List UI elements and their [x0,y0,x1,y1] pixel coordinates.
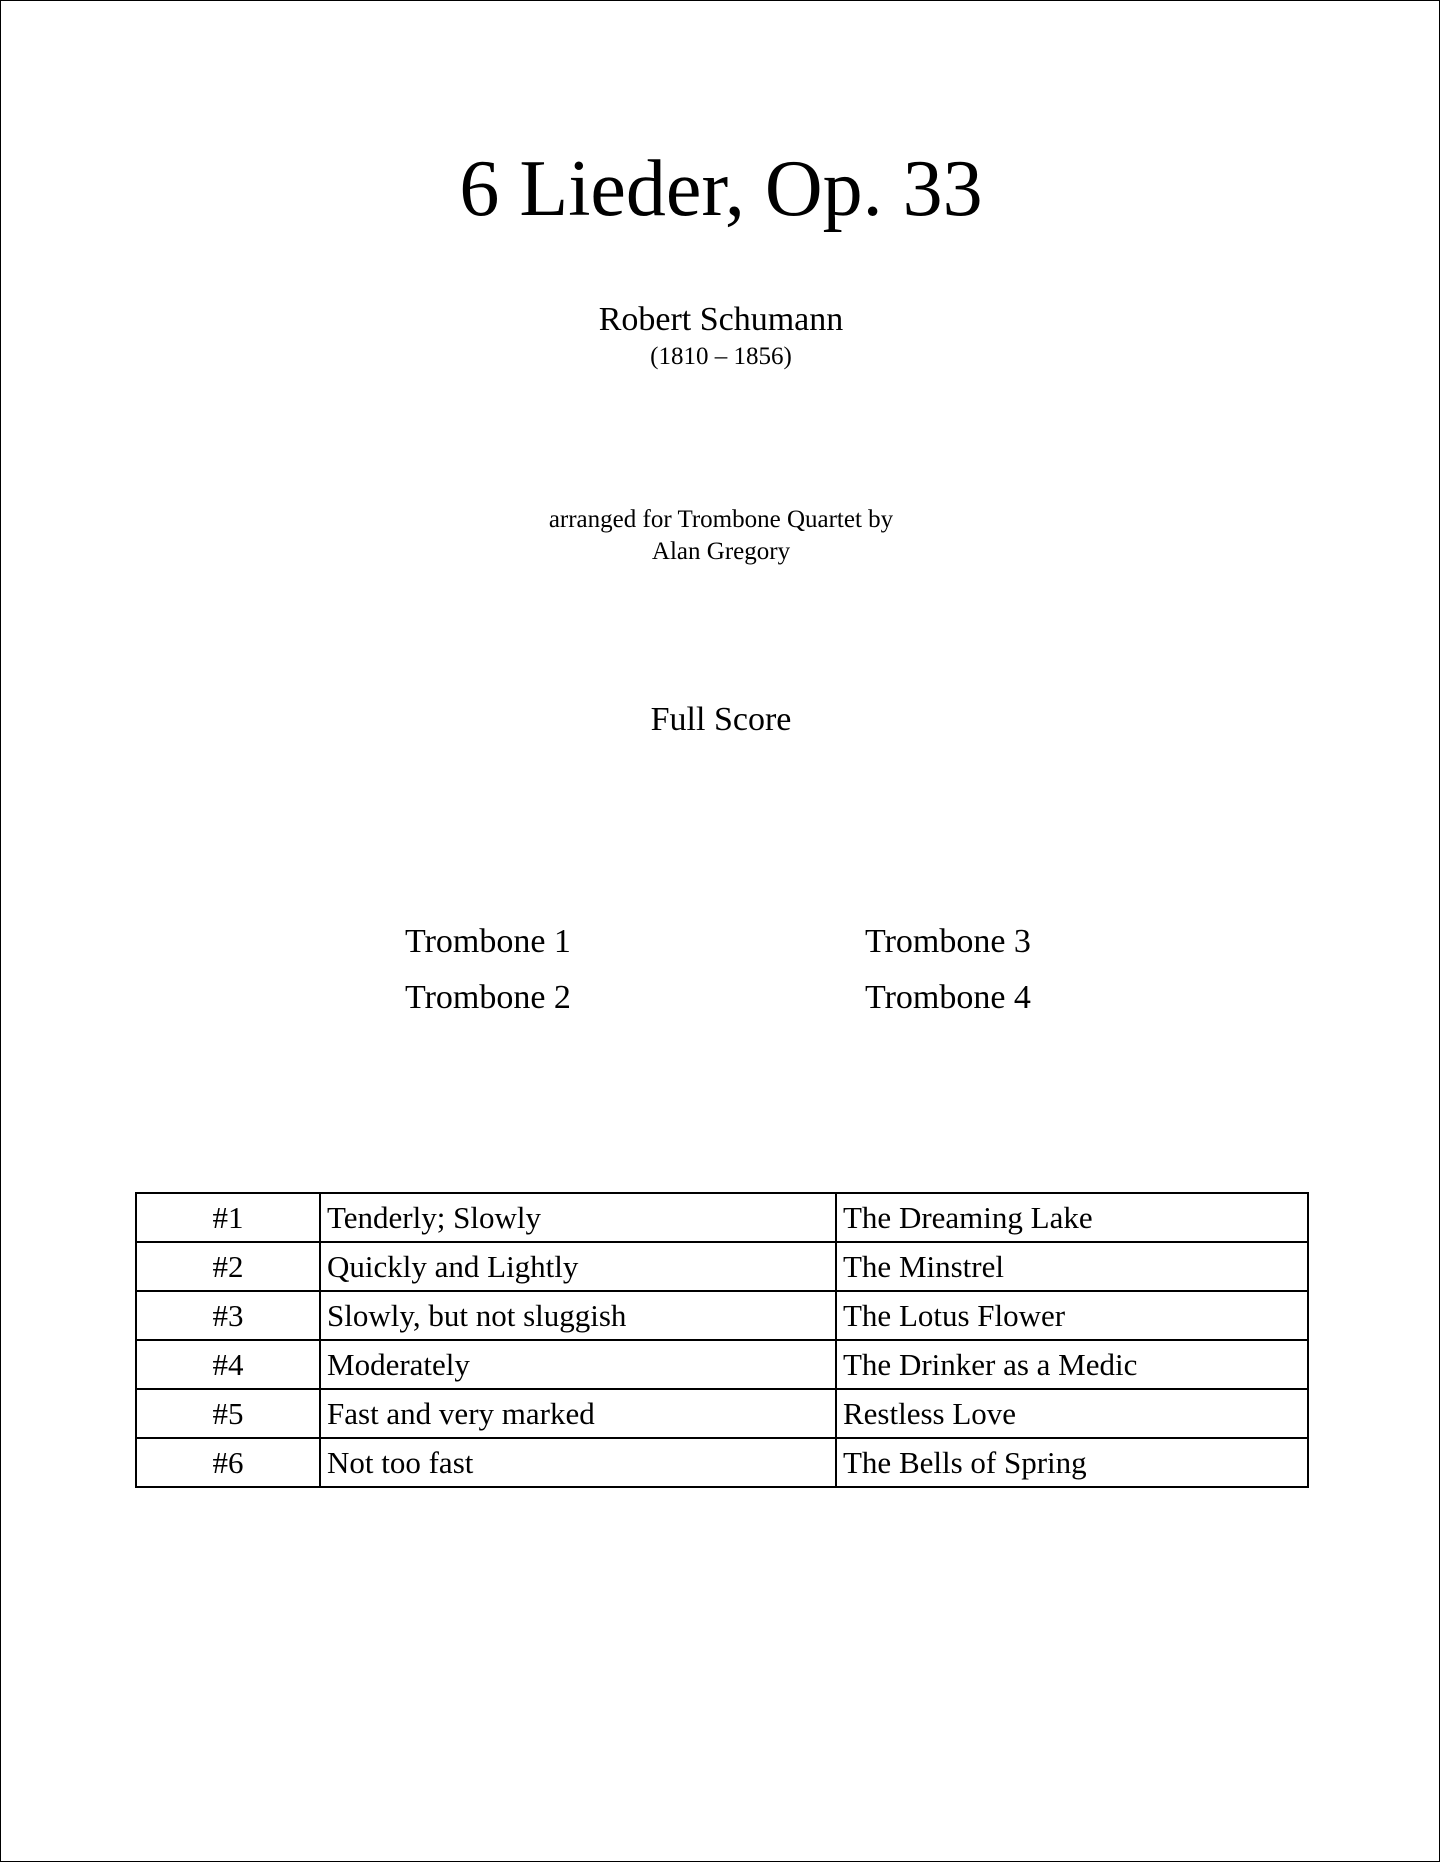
movement-tempo: Not too fast [320,1438,836,1487]
movement-title: The Drinker as a Medic [836,1340,1308,1389]
instrument-trombone-2: Trombone 2 [405,979,571,1016]
composer-name: Robert Schumann [598,301,844,338]
movement-tempo: Quickly and Lightly [320,1242,836,1291]
movement-number: #2 [136,1242,320,1291]
movements-table [135,1192,1309,1488]
movement-title: The Minstrel [836,1242,1308,1291]
arranger-name: Alan Gregory [651,538,791,565]
movement-number: #5 [136,1389,320,1438]
table-row [136,1193,1308,1242]
movement-title: The Bells of Spring [836,1438,1308,1487]
table-row [136,1389,1308,1438]
instrument-trombone-4: Trombone 4 [865,979,1031,1016]
page-title: 6 Lieder, Op. 33 [459,145,983,233]
table-row [136,1291,1308,1340]
movement-number: #4 [136,1340,320,1389]
movement-tempo: Tenderly; Slowly [320,1193,836,1242]
movement-number: #1 [136,1193,320,1242]
table-row [136,1438,1308,1487]
instrument-trombone-1: Trombone 1 [405,923,571,960]
table-row [136,1340,1308,1389]
movement-title: The Dreaming Lake [836,1193,1308,1242]
arrangement-credit: arranged for Trombone Quartet by [548,506,894,533]
instrument-trombone-3: Trombone 3 [865,923,1031,960]
movement-tempo: Moderately [320,1340,836,1389]
movement-title: The Lotus Flower [836,1291,1308,1340]
composer-dates: (1810 – 1856) [650,343,792,370]
movement-title: Restless Love [836,1389,1308,1438]
edition-label: Full Score [650,701,792,738]
movement-number: #6 [136,1438,320,1487]
movement-tempo: Slowly, but not sluggish [320,1291,836,1340]
movement-tempo: Fast and very marked [320,1389,836,1438]
movement-number: #3 [136,1291,320,1340]
table-row [136,1242,1308,1291]
